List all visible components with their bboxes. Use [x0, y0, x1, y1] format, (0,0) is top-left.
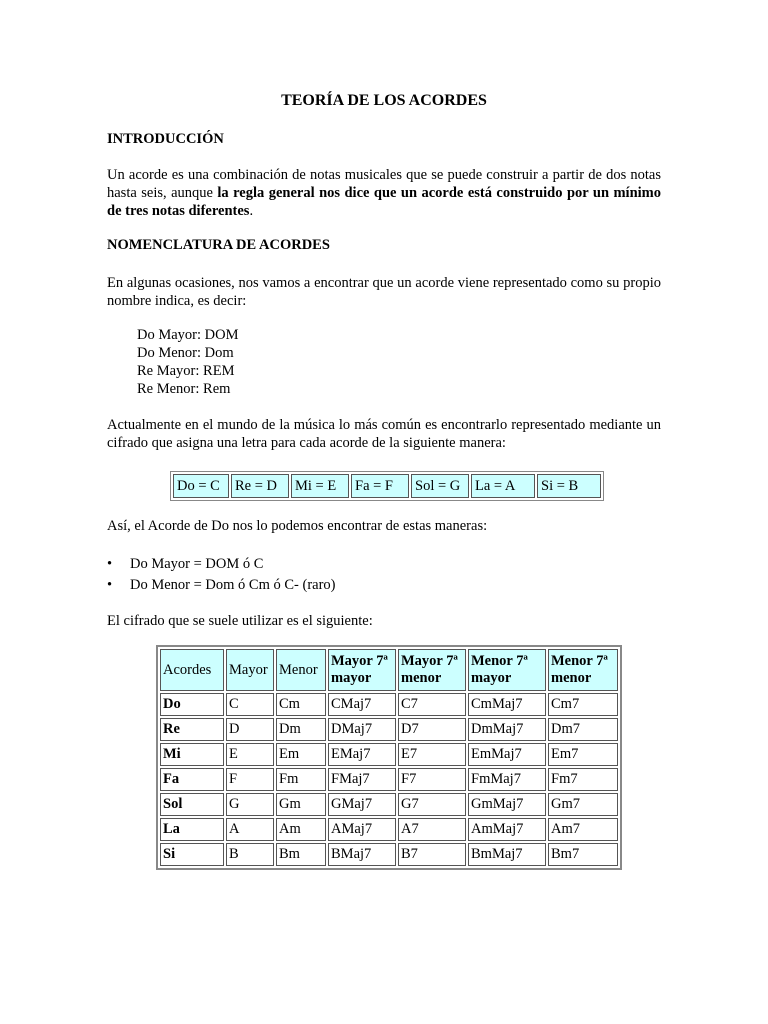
table-cell: GmMaj7	[468, 793, 546, 816]
table-cell: GMaj7	[328, 793, 396, 816]
table-cell: CmMaj7	[468, 693, 546, 716]
chord-name-cell: La	[160, 818, 224, 841]
table-cell: Dm7	[548, 718, 618, 741]
nomenclature-paragraph-2: Actualmente en el mundo de la música lo más común es encontrarlo representado mediante un cifrado que asigna una letra para cada acorde de la siguiente manera:	[107, 417, 661, 451]
table-row	[160, 693, 618, 716]
table-cell: G7	[398, 793, 466, 816]
example-item: Do Mayor: DOM	[137, 327, 239, 343]
column-header: Mayor	[226, 649, 274, 691]
bullet-list	[107, 554, 336, 596]
page-title: TEORÍA DE LOS ACORDES	[281, 92, 487, 109]
table-cell: G	[226, 793, 274, 816]
table-cell: Am7	[548, 818, 618, 841]
cipher-cell: Sol = G	[411, 474, 469, 498]
table-cell: F7	[398, 768, 466, 791]
table-cell: Em7	[548, 743, 618, 766]
table-cell: AMaj7	[328, 818, 396, 841]
chord-table-header-row	[160, 649, 618, 691]
table-cell: C7	[398, 693, 466, 716]
example-item: Re Mayor: REM	[137, 363, 235, 379]
table-cell: Fm7	[548, 768, 618, 791]
intro-heading: INTRODUCCIÓN	[107, 131, 224, 147]
table-cell: B7	[398, 843, 466, 866]
column-header: Menor	[276, 649, 326, 691]
table-cell: BmMaj7	[468, 843, 546, 866]
chord-name-cell: Sol	[160, 793, 224, 816]
chord-name-cell: Do	[160, 693, 224, 716]
chord-name-cell: Re	[160, 718, 224, 741]
example-item: Re Menor: Rem	[137, 381, 231, 397]
column-header: Acordes	[160, 649, 224, 691]
table-cell: E7	[398, 743, 466, 766]
cipher-cell: Re = D	[231, 474, 289, 498]
intro-text-end: .	[249, 203, 254, 219]
table-cell: Gm7	[548, 793, 618, 816]
table-cell: A7	[398, 818, 466, 841]
chord-name-cell: Mi	[160, 743, 224, 766]
nomenclature-paragraph-1: En algunas ocasiones, nos vamos a encontrar que un acorde viene representado como su propio nombre indica, es decir:	[107, 275, 661, 309]
table-cell: BMaj7	[328, 843, 396, 866]
bullet-item: • Do Mayor = DOM ó C	[107, 554, 336, 575]
cipher-row	[173, 474, 601, 498]
table-cell: B	[226, 843, 274, 866]
table-cell: Em	[276, 743, 326, 766]
table-row	[160, 768, 618, 791]
table-row	[160, 793, 618, 816]
table-cell: Dm	[276, 718, 326, 741]
bullet-item: • Do Menor = Dom ó Cm ó C- (raro)	[107, 575, 336, 596]
column-header: Mayor 7ª menor	[398, 649, 466, 691]
nomenclature-paragraph-3: Así, el Acorde de Do nos lo podemos encontrar de estas maneras:	[107, 518, 488, 534]
example-item: Do Menor: Dom	[137, 345, 234, 361]
column-header: Mayor 7ª mayor	[328, 649, 396, 691]
nomenclature-paragraph-4: El cifrado que se suele utilizar es el siguiente:	[107, 613, 373, 629]
table-row	[160, 743, 618, 766]
column-header: Menor 7ª mayor	[468, 649, 546, 691]
chord-table	[156, 645, 622, 870]
cipher-cell: La = A	[471, 474, 535, 498]
table-cell: DmMaj7	[468, 718, 546, 741]
table-cell: Bm	[276, 843, 326, 866]
table-cell: Bm7	[548, 843, 618, 866]
table-cell: C	[226, 693, 274, 716]
table-row	[160, 718, 618, 741]
intro-paragraph	[107, 166, 661, 220]
table-cell: AmMaj7	[468, 818, 546, 841]
chord-name-cell: Fa	[160, 768, 224, 791]
table-cell: Cm7	[548, 693, 618, 716]
table-cell: EMaj7	[328, 743, 396, 766]
cipher-table	[170, 471, 604, 501]
table-cell: Fm	[276, 768, 326, 791]
cipher-cell: Mi = E	[291, 474, 349, 498]
cipher-cell: Do = C	[173, 474, 229, 498]
table-cell: EmMaj7	[468, 743, 546, 766]
table-cell: E	[226, 743, 274, 766]
intro-text: Un acorde es una combinación de notas musicales que se puede construir a partir de dos notas hasta seis, aunque	[107, 167, 661, 201]
cipher-cell: Si = B	[537, 474, 601, 498]
table-cell: F	[226, 768, 274, 791]
chord-name-cell: Si	[160, 843, 224, 866]
nomenclature-heading: NOMENCLATURA DE ACORDES	[107, 237, 330, 253]
table-cell: FMaj7	[328, 768, 396, 791]
table-row	[160, 818, 618, 841]
table-cell: A	[226, 818, 274, 841]
table-row	[160, 843, 618, 866]
table-cell: Am	[276, 818, 326, 841]
table-cell: DMaj7	[328, 718, 396, 741]
examples-list	[137, 326, 239, 398]
cipher-cell: Fa = F	[351, 474, 409, 498]
table-cell: Cm	[276, 693, 326, 716]
table-cell: CMaj7	[328, 693, 396, 716]
intro-text-bold: la regla general nos dice que un acorde está construido por un mínimo de tres notas diferentes	[107, 185, 662, 219]
table-cell: D	[226, 718, 274, 741]
table-cell: FmMaj7	[468, 768, 546, 791]
table-cell: D7	[398, 718, 466, 741]
column-header: Menor 7ª menor	[548, 649, 618, 691]
table-cell: Gm	[276, 793, 326, 816]
